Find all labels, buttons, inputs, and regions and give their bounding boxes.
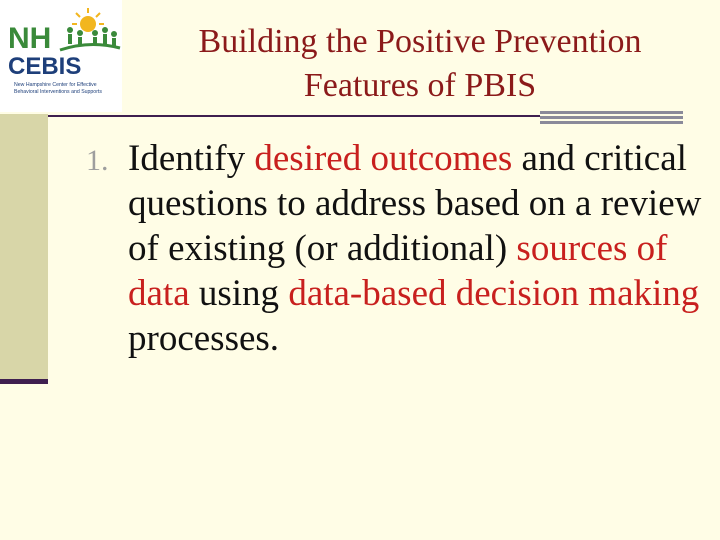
highlight-desired-outcomes: desired outcomes: [254, 138, 513, 179]
highlight-sources-of-data: sources of data: [128, 228, 668, 314]
title-line-2: Features of PBIS: [303, 67, 537, 104]
left-accent-bar: [0, 114, 48, 382]
logo-tagline-1: New Hampshire Center for Effective: [14, 82, 97, 88]
logo-cebis: CEBIS: [8, 53, 82, 80]
title-line-1: Building the Positive Prevention: [198, 23, 642, 60]
nhcebis-logo: [0, 0, 122, 112]
logo-tagline-2: Behavioral Interventions and Supports: [14, 89, 102, 95]
body-plain-1: Identify: [128, 138, 255, 179]
list-item-text: [128, 136, 708, 361]
slide-title: [140, 20, 700, 108]
body-plain-3: using: [189, 273, 289, 314]
list-item-number: 1.: [86, 144, 109, 177]
body-plain-2: and critical questions to address based on a review of existing (or additional): [128, 138, 702, 269]
logo-graphic: [0, 0, 122, 112]
swoosh-icon: [60, 44, 120, 50]
sun-icon: [72, 8, 104, 32]
highlight-data-based-decision-making: data-based decision making: [288, 273, 700, 314]
body-plain-4: processes.: [128, 318, 280, 359]
logo-nh: NH: [8, 22, 52, 55]
header-divider: [30, 115, 540, 117]
left-accent-underline: [0, 379, 48, 384]
header-divider-stripes: [540, 111, 683, 125]
